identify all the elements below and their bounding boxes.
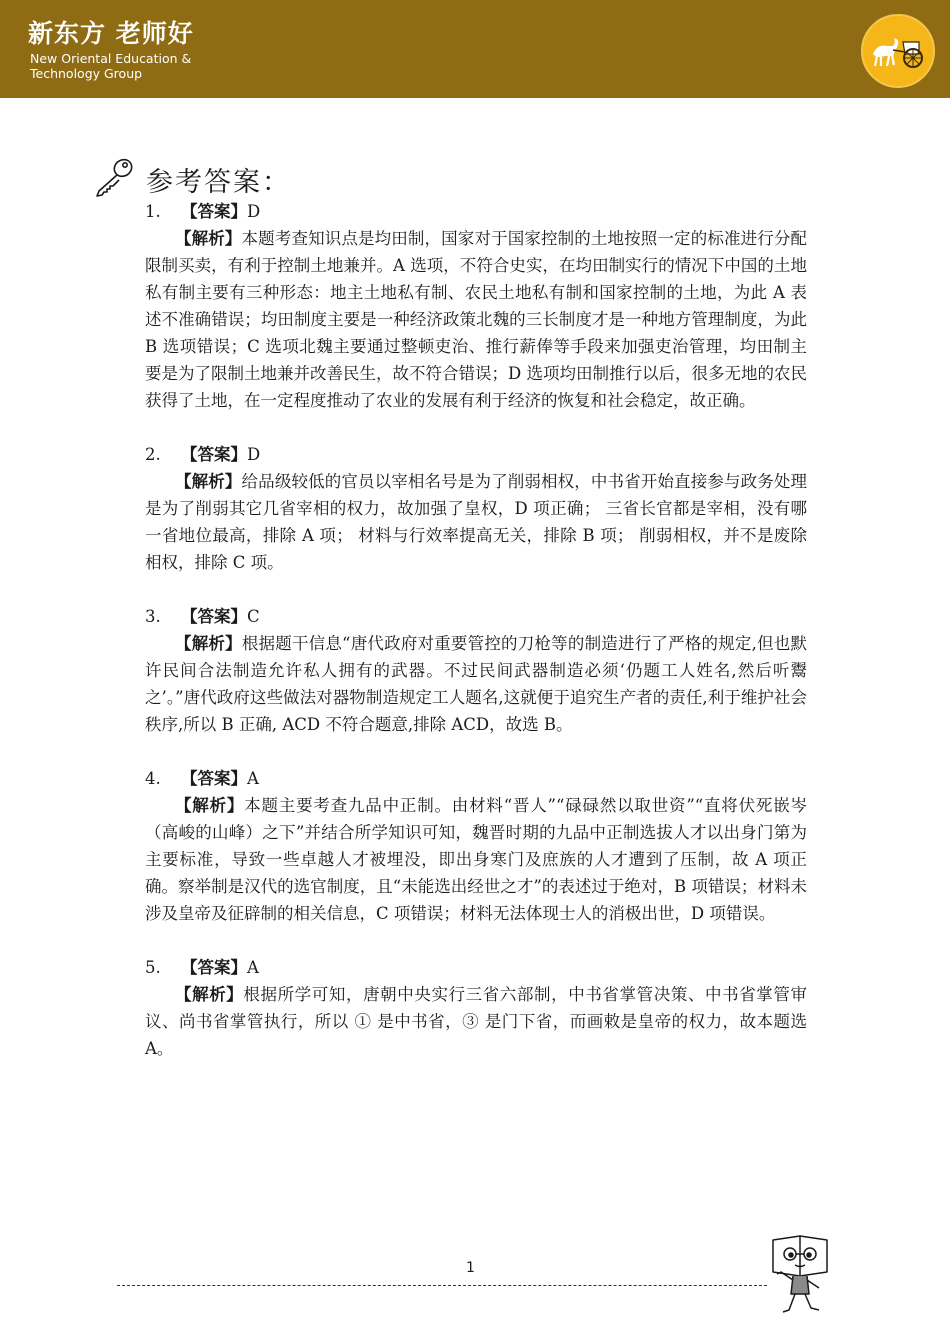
question-number: 2. [145, 445, 161, 464]
question-number: 4. [145, 769, 161, 788]
answer-item [145, 198, 807, 414]
question-number: 3. [145, 607, 161, 626]
answer-label: 【答案】 [181, 958, 247, 977]
answer-line [145, 441, 807, 468]
header-band [0, 0, 950, 98]
explanation [145, 225, 807, 414]
answer-value: A [247, 958, 259, 977]
explain-text: 给品级较低的官员以宰相名号是为了削弱相权，中书省开始直接参与政务处理是为了削弱其它几省宰相的权力，故加强了皇权，D 项正确； 三省长官都是宰相，没有哪一省地位最高，排除 A 项； 材料与行效率提高无关，排除 B 项； 削弱相权，并不是废除相权，排除 C 项。 [145, 472, 808, 572]
explanation [145, 630, 807, 738]
answer-label: 【答案】 [181, 202, 247, 221]
brand-en-line2: Technology Group [30, 66, 143, 81]
answer-value: D [247, 202, 261, 221]
answer-line [145, 765, 807, 792]
explain-text: 根据所学可知，唐朝中央实行三省六部制，中书省掌管决策、中书省掌管审议、尚书省掌管执行，所以 ① 是中书省，③ 是门下省，而画敕是皇帝的权力，故本题选 A。 [145, 985, 808, 1058]
explain-label: 【解析】 [175, 229, 242, 248]
question-number: 1. [145, 202, 161, 221]
explain-text: 本题主要考查九品中正制。由材料“晋人”“碌碌然以取世资”“直将伏死嵌岑（高峻的山峰）之下”并结合所学知识可知，魏晋时期的九品中正制选拔人才以出身门第为主要标准，导致一些卓越人才被埋没，即出身寒门及庶族的人才遭到了压制，故 A 项正确。察举制是汉代的选官制度，且“未能选出经世之才”的表述过于绝对，B 项错误；材料未涉及皇帝及征辟制的相关信息，C 项错误；材料无法体现士人的消极出世，D 项错误。 [145, 796, 807, 923]
answer-value: D [247, 445, 261, 464]
brand-name-cn: 新东方 老师好 [28, 19, 194, 48]
answer-label: 【答案】 [181, 445, 247, 464]
answer-label: 【答案】 [181, 607, 247, 626]
section-title: 参考答案： [146, 167, 291, 198]
answer-line [145, 603, 807, 630]
explanation [145, 792, 807, 927]
horse-carriage-logo [861, 14, 935, 88]
page-number: 1 [466, 1260, 475, 1276]
answer-item [145, 954, 807, 1062]
answer-line [145, 954, 807, 981]
explain-text: 根据题干信息“唐代政府对重要管控的刀枪等的制造进行了严格的规定,但也默许民间合法制造允许私人拥有的武器。不过民间武器制造必须‘仍题工人姓名,然后听鬻之’。”唐代政府这些做法对器物制造规定工人题名,这就便于追究生产者的责任,利于维护社会秩序,所以 B 正确, ACD 不符合题意,排除 ACD，故选 B。 [145, 634, 807, 734]
explanation [145, 468, 807, 576]
explain-label: 【解析】 [175, 796, 245, 815]
brand-name-en [30, 51, 230, 81]
answer-value: C [247, 607, 260, 626]
explain-label: 【解析】 [175, 634, 242, 653]
answer-list [145, 198, 807, 1089]
explanation [145, 981, 807, 1062]
explain-text: 本题考查知识点是均田制，国家对于国家控制的土地按照一定的标准进行分配限制买卖，有利于控制土地兼并。A 选项，不符合史实，在均田制实行的情况下中国的土地私有制主要有三种形态：地主土地私有制、农民土地私有制和国家控制的土地，为此 A 表述不准确错误；均田制度主要是一种经济政策北魏的三长制度才是一种地方管理制度，为此 B 选项错误；C 选项北魏主要通过整顿吏治、推行薪俸等手段来加强吏治管理，均田制主要是为了限制土地兼并改善民生，故不符合错误；D 选项均田制推行以后，很多无地的农民获得了土地，在一定程度推动了农业的发展有利于经济的恢复和社会稳定，故正确。 [145, 229, 808, 410]
answer-item [145, 441, 807, 576]
key-icon [94, 155, 136, 197]
book-mascot-icon [765, 1232, 835, 1316]
answer-item [145, 603, 807, 738]
explain-label: 【解析】 [175, 985, 244, 1004]
answer-item [145, 765, 807, 927]
explain-label: 【解析】 [175, 472, 242, 491]
answer-line [145, 198, 807, 225]
brand-en-line1: New Oriental Education & [30, 51, 192, 66]
answer-value: A [247, 769, 259, 788]
footer-divider [117, 1285, 767, 1286]
question-number: 5. [145, 958, 161, 977]
answer-label: 【答案】 [181, 769, 247, 788]
